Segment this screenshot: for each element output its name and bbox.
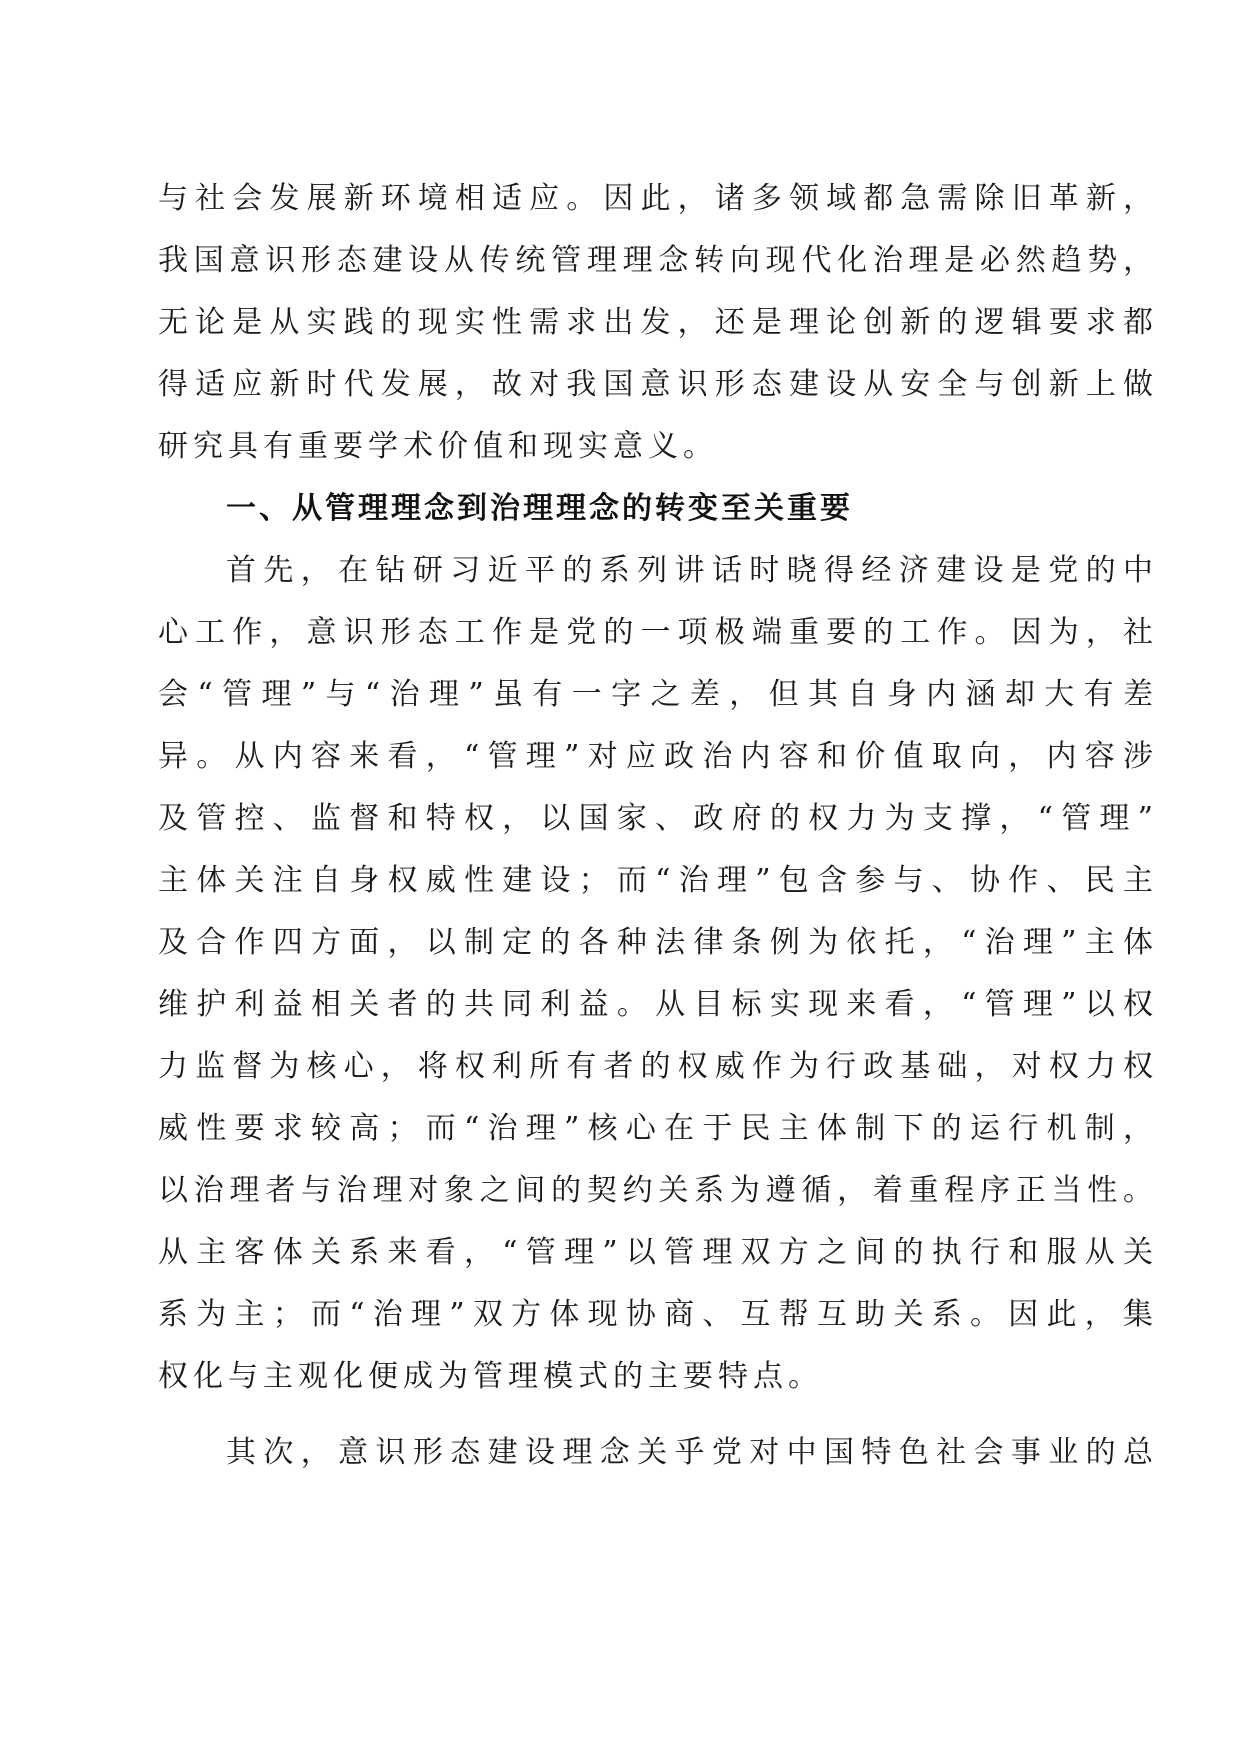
text-line: 从主客体关系来看，“管理”以管理双方之间的执行和服从关 [158,1235,1158,1270]
text-line: 系为主；而“治理”双方体现协商、互帮互助关系。因此，集 [158,1297,1158,1332]
text-line: 心工作，意识形态工作是党的一项极端重要的工作。因为，社 [158,615,1158,650]
text-line: 我国意识形态建设从传统管理理念转向现代化治理是必然趋势， [158,243,1158,278]
text-line: 得适应新时代发展，故对我国意识形态建设从安全与创新上做 [158,367,1158,402]
text-line: 研究具有重要学术价值和现实意义。 [158,429,718,464]
text-line: 无论是从实践的现实性需求出发，还是理论创新的逻辑要求都 [158,305,1158,340]
text-line: 会“管理”与“治理”虽有一字之差，但其自身内涵却大有差 [158,677,1158,712]
text-line: 以治理者与治理对象之间的契约关系为遵循，着重程序正当性。 [158,1173,1158,1208]
text-line: 异。从内容来看，“管理”对应政治内容和价值取向，内容涉 [158,739,1158,774]
paragraph-first-line: 首先，在钻研习近平的系列讲话时晓得经济建设是党的中 [226,553,1158,588]
text-line: 威性要求较高；而“治理”核心在于民主体制下的运行机制， [158,1111,1158,1146]
paragraph-first-line: 其次，意识形态建设理念关乎党对中国特色社会事业的总 [226,1435,1158,1470]
text-line: 及管控、监督和特权，以国家、政府的权力为支撑，“管理” [158,801,1158,836]
text-line: 主体关注自身权威性建设；而“治理”包含参与、协作、民主 [158,863,1158,898]
text-line: 及合作四方面，以制定的各种法律条例为依托，“治理”主体 [158,925,1158,960]
text-line: 权化与主观化便成为管理模式的主要特点。 [158,1359,823,1394]
text-line: 维护利益相关者的共同利益。从目标实现来看，“管理”以权 [158,987,1158,1022]
section-heading: 一、从管理理念到治理理念的转变至关重要 [226,491,853,526]
paragraph-spacer [158,1408,1158,1422]
text-line: 力监督为核心，将权利所有者的权威作为行政基础，对权力权 [158,1049,1158,1084]
document-body [158,168,1158,1484]
text-line: 与社会发展新环境相适应。因此，诸多领域都急需除旧革新， [158,181,1158,216]
